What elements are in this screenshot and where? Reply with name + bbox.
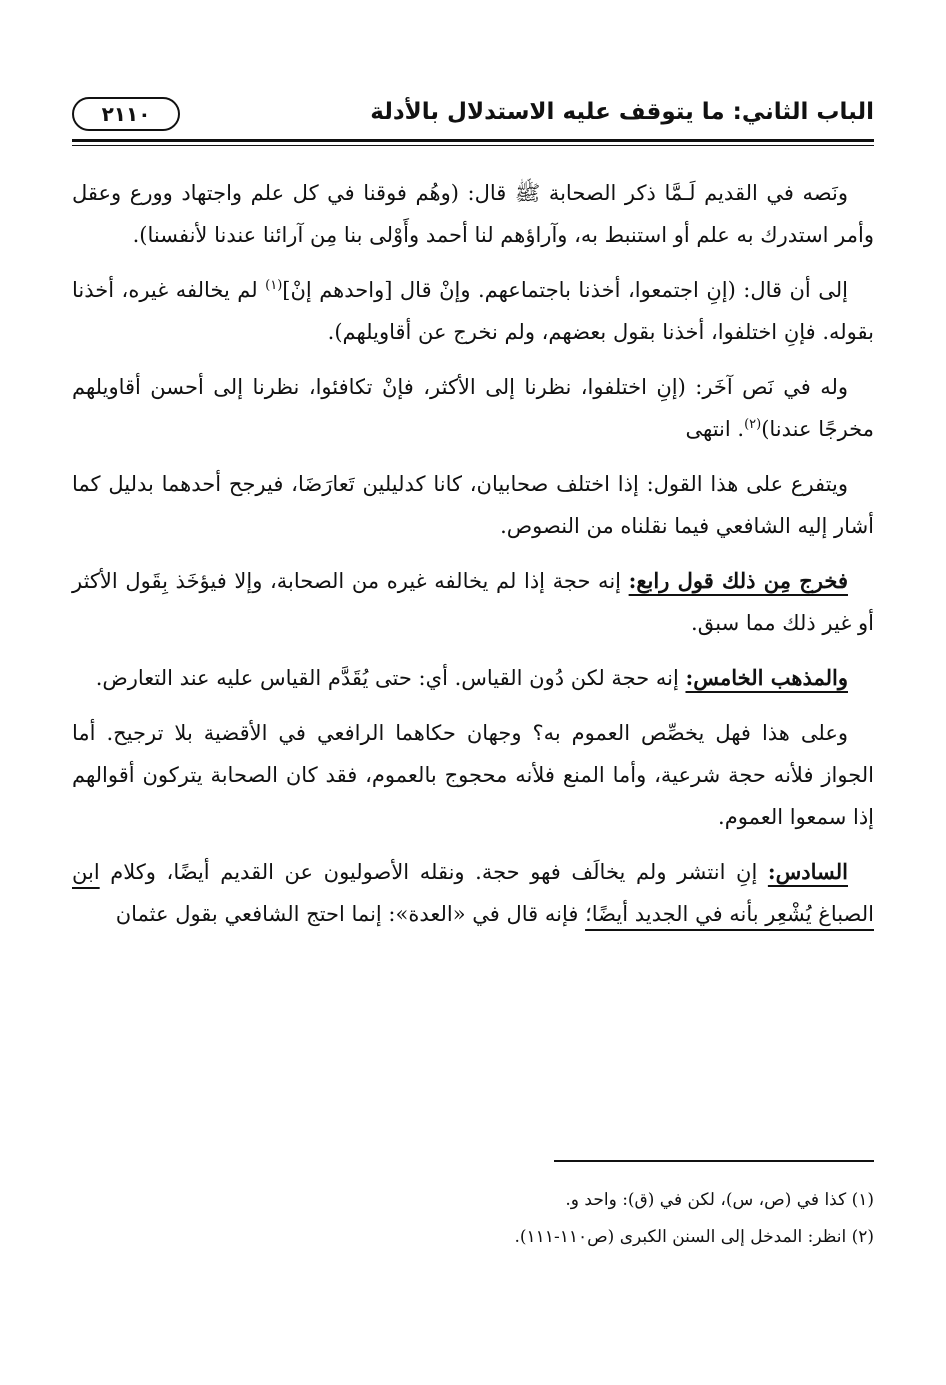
paragraph-1 — [72, 172, 874, 256]
paragraph-text: . انتهى — [685, 417, 745, 441]
section-keyword: السادس: — [767, 859, 848, 884]
paragraph-2 — [72, 269, 874, 353]
section-keyword: فخرج مِن ذلك قول رابع: — [628, 568, 848, 593]
underlined-phrase: ابن الصباغ يُشْعِر بأنه في الجديد أيضًا؛ — [72, 860, 874, 926]
header-rule-thin — [72, 145, 874, 146]
footnotes — [72, 1184, 874, 1258]
paragraph-text: ونَصه في القديم لَـمَّا ذكر الصحابة ﷺ قال: (وهُم فوقنا في كل علم واجتهاد وورع وعقل وأمر استدرك به علم أو استنبط به، وآراؤهم لنا أحمد وأَوْلى بنا مِن آرائنا عندنا لأنفسنا). — [72, 181, 874, 247]
paragraph-text: إلى أن قال: (إنِ اجتمعوا، أخذنا باجتماعهم. وإنْ قال [واحدهم إنْ] — [282, 278, 848, 302]
paragraph-8 — [72, 851, 874, 935]
footnote-ref-1[interactable]: (١) — [265, 278, 283, 293]
footnote-separator — [554, 1160, 874, 1162]
paragraph-5 — [72, 560, 874, 644]
page-header — [72, 95, 874, 145]
footnote-1: (١) كذا في (ص، س)، لكن في (ق): واحد و. — [565, 1190, 874, 1210]
paragraph-text: وله في نَص آخَر: (إنِ اختلفوا، نظرنا إلى الأكثر، فإنْ تكافئوا، نظرنا إلى أحسن أقاويلهم مخرجًا عندنا) — [72, 375, 874, 441]
paragraph-text: فإنه قال في «العدة»: إنما احتج الشافعي بقول عثمان — [115, 902, 586, 926]
page-number-badge: ٢١١٠ — [72, 97, 180, 131]
paragraph-text: إنه حجة لكن دُون القياس. أي: حتى يُقَدَّم القياس عليه عند التعارض. — [95, 666, 686, 690]
section-keyword: والمذهب الخامس: — [685, 665, 848, 690]
footnote-2: (٢) انظر: المدخل إلى السنن الكبرى (ص١١٠-١١١). — [514, 1227, 874, 1247]
paragraph-text: وعلى هذا فهل يخصِّص العموم به؟ وجهان حكاهما الرافعي في الأقضية بلا ترجيح. أما الجواز فلأنه حجة شرعية، وأما المنع فلأنه محجوج بالعموم، فقد كان الصحابة يتركون أقوالهم إذا سمعوا العموم. — [72, 721, 874, 829]
paragraph-6 — [72, 657, 874, 699]
paragraph-text: لم يخالفه غيره، أخذنا بقوله. فإنِ اختلفوا، أخذنا بقول بعضهم، ولم نخرج عن أقاويلهم). — [72, 278, 874, 344]
paragraph-text: إنه حجة إذا لم يخالفه غيره من الصحابة، وإلا فيؤخَذ بِقَول الأكثر أو غير ذلك مما سبق. — [72, 569, 874, 635]
paragraph-7 — [72, 712, 874, 838]
header-rule-thick — [72, 139, 874, 142]
main-text — [72, 172, 874, 948]
paragraph-text: إنِ انتشر ولم يخالَف فهو حجة. ونقله الأصوليون عن القديم أيضًا، وكلام — [99, 860, 768, 884]
paragraph-4 — [72, 463, 874, 547]
footnote-ref-2[interactable]: (٢) — [744, 417, 762, 432]
chapter-title: الباب الثاني: ما يتوقف عليه الاستدلال بالأدلة — [370, 99, 874, 125]
paragraph-text: ويتفرع على هذا القول: إذا اختلف صحابيان، كانا كدليلين تَعارَضَا، فيرجح أحدهما بدليل كما أشار إليه الشافعي فيما نقلناه من النصوص. — [72, 472, 874, 538]
paragraph-3 — [72, 366, 874, 450]
